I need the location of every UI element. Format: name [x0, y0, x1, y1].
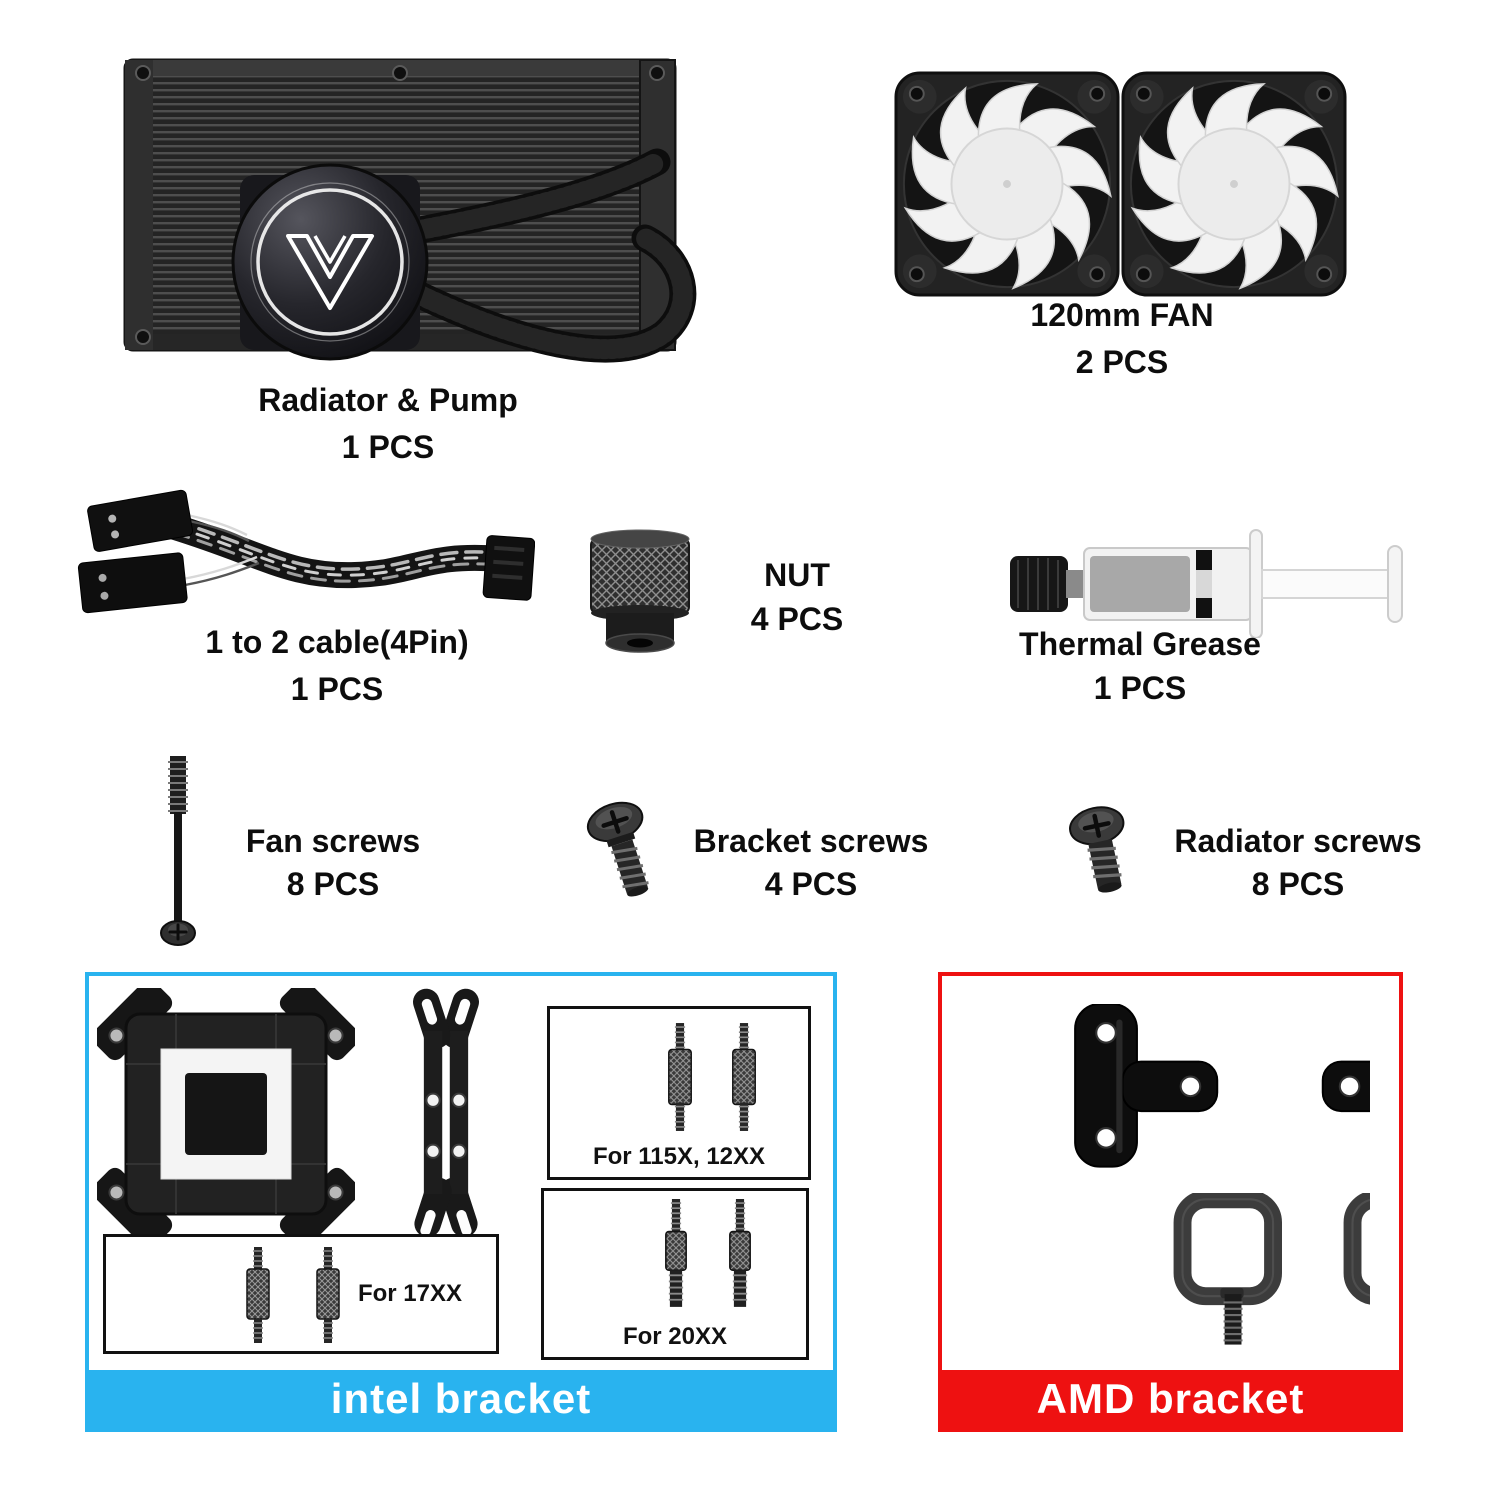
syringe-plunger [1262, 570, 1390, 598]
cable-connector-bottom [78, 552, 188, 613]
amd-bracket-box [938, 972, 1403, 1432]
cable-qty: 1 PCS [290, 671, 384, 707]
radiator-pump-illustration [105, 40, 725, 380]
fan-screws-label: Fan screws [245, 823, 421, 859]
caption-20xx: For 20XX [622, 1323, 728, 1350]
radiator-screws-qty: 8 PCS [1251, 866, 1345, 902]
bracket-screws-label: Bracket screws [693, 823, 929, 859]
standoffs-115x [566, 1021, 794, 1133]
fan-illustration-1 [893, 70, 1121, 298]
amd-hook-screws [970, 1191, 1370, 1351]
thermal-grease-qty: 1 PCS [1093, 670, 1187, 706]
splitter-cable-illustration [55, 475, 535, 635]
cable-connector-right [483, 535, 535, 600]
fan-screws-qty: 8 PCS [286, 866, 380, 902]
intel-backplate-illustration [97, 988, 355, 1240]
nut-label: NUT [764, 557, 830, 593]
radiator-pump-qty: 1 PCS [341, 429, 435, 465]
fan-illustration-2 [1120, 70, 1348, 298]
standoff-group-17xx [103, 1234, 499, 1354]
intel-mounting-brackets [361, 986, 531, 1236]
caption-17xx: For 17XX [357, 1280, 463, 1307]
intel-bracket-footer: intel bracket [89, 1370, 833, 1428]
caption-115x: For 115X, 12XX [592, 1143, 766, 1170]
standoff-group-20xx [541, 1188, 809, 1360]
bracket-screws-qty: 4 PCS [764, 866, 858, 902]
amd-bracket-footer: AMD bracket [942, 1370, 1399, 1428]
fan-qty: 2 PCS [1075, 344, 1169, 380]
cable-label: 1 to 2 cable(4Pin) [205, 624, 469, 660]
radiator-screws-label: Radiator screws [1174, 823, 1422, 859]
intel-bracket-box [85, 972, 837, 1432]
grease-fill [1090, 556, 1190, 612]
thermal-grease-label: Thermal Grease [1019, 626, 1261, 662]
nut-qty: 4 PCS [750, 601, 844, 637]
cable-connector-top [87, 490, 193, 553]
thermal-grease-illustration [1000, 518, 1420, 638]
amd-mounting-brackets [970, 1001, 1370, 1176]
radiator-pump-label: Radiator & Pump [258, 382, 518, 418]
standoffs-20xx [562, 1199, 790, 1313]
standoff-group-115x [547, 1006, 811, 1180]
fan-label: 120mm FAN [1030, 297, 1214, 333]
